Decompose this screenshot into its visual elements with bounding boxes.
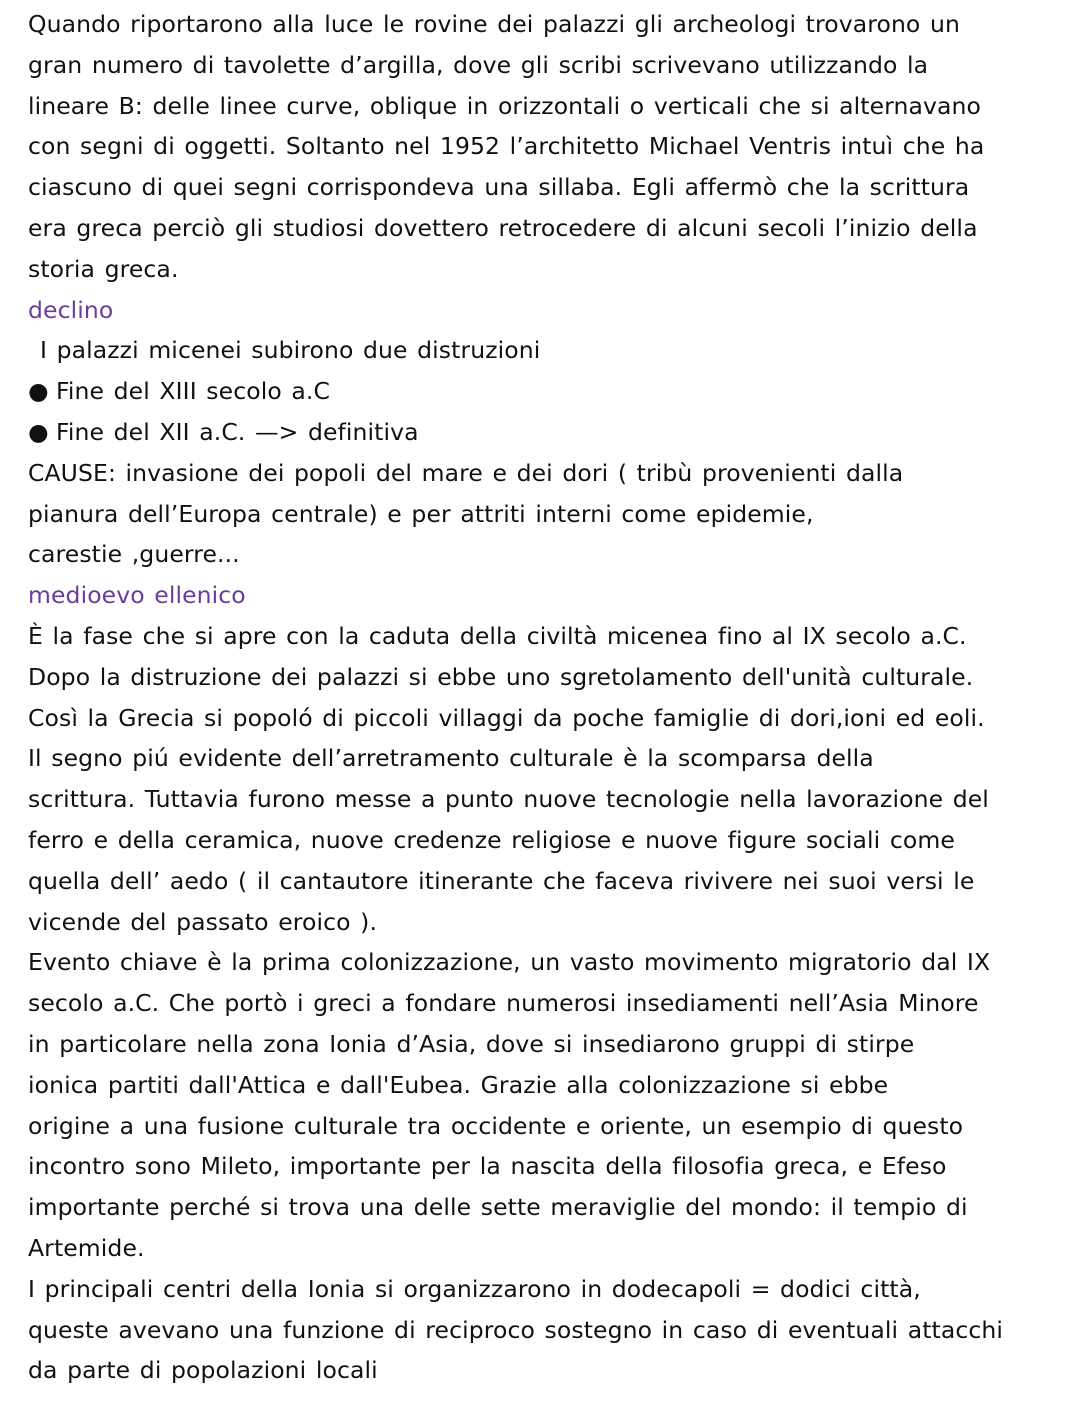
- text-line: storia greca.: [28, 254, 179, 283]
- text-line: da parte di popolazioni locali: [28, 1356, 378, 1385]
- text-line: queste avevano una funzione di reciproco sostegno in caso di eventuali attacchi: [28, 1315, 1003, 1344]
- text-line: ionica partiti dall'Attica e dall'Eubea. Grazie alla colonizzazione si ebbe: [28, 1070, 889, 1099]
- text-line: carestie ,guerre...: [28, 540, 240, 569]
- text-line: in particolare nella zona Ionia d’Asia, dove si insediarono gruppi di stirpe: [28, 1029, 915, 1058]
- text-line: origine a una fusione culturale tra occidente e oriente, un esempio di questo: [28, 1111, 964, 1140]
- text-line: importante perché si trova una delle sette meraviglie del mondo: il tempio di: [28, 1193, 968, 1222]
- bullet-list: [28, 371, 1058, 453]
- text-line: Quando riportarono alla luce le rovine dei palazzi gli archeologi trovarono un: [28, 10, 960, 38]
- text-line: incontro sono Mileto, importante per la nascita della filosofia greca, e Efeso: [28, 1152, 947, 1181]
- text-line: quella dell’ aedo ( il cantautore itinerante che faceva rivivere nei suoi versi le: [28, 866, 975, 895]
- list-item-text: Fine del XII a.C. —> definitiva: [56, 417, 419, 446]
- list-item: [28, 371, 1058, 412]
- text-line: Il segno piú evidente dell’arretramento culturale è la scomparsa della: [28, 744, 874, 773]
- text-line: Così la Grecia si popoló di piccoli villaggi da poche famiglie di dori,ioni ed eoli.: [28, 703, 985, 732]
- text-line: con segni di oggetti. Soltanto nel 1952 l’architetto Michael Ventris intuì che ha: [28, 132, 985, 161]
- text-line: ciascuno di quei segni corrispondeva una sillaba. Egli affermò che la scrittura: [28, 173, 970, 202]
- bullet-icon: ●: [28, 377, 49, 406]
- bullet-icon: ●: [28, 417, 49, 446]
- text-line: scrittura. Tuttavia furono messe a punto nuove tecnologie nella lavorazione del: [28, 785, 989, 814]
- section-declino: [28, 290, 1058, 576]
- text-line: I principali centri della Ionia si organizzarono in dodecapoli = dodici città,: [28, 1274, 921, 1303]
- text-line: Evento chiave è la prima colonizzazione, un vasto movimento migratorio dal IX: [28, 948, 991, 977]
- text-line: CAUSE: invasione dei popoli del mare e dei dori ( tribù provenienti dalla: [28, 458, 904, 487]
- section-heading: medioevo ellenico: [28, 581, 246, 610]
- section-medioevo-ellenico: [28, 575, 1058, 1391]
- list-item: [28, 412, 1058, 453]
- text-line: secolo a.C. Che portò i greci a fondare numerosi insediamenti nell’Asia Minore: [28, 989, 979, 1018]
- document-body: [28, 4, 1058, 1391]
- text-line: lineare B: delle linee curve, oblique in orizzontali o verticali che si alternavano: [28, 91, 981, 120]
- section-heading: declino: [28, 295, 114, 324]
- section-lead: I palazzi micenei subirono due distruzioni: [40, 336, 541, 365]
- text-line: È la fase che si apre con la caduta della civiltà micenea fino al IX secolo a.C.: [28, 621, 967, 650]
- text-line: ferro e della ceramica, nuove credenze religiose e nuove figure sociali come: [28, 825, 955, 854]
- text-line: pianura dell’Europa centrale) e per attriti interni come epidemie,: [28, 499, 814, 528]
- intro-paragraph: [28, 4, 1058, 290]
- text-line: Dopo la distruzione dei palazzi si ebbe uno sgretolamento dell'unità culturale.: [28, 662, 974, 691]
- text-line: era greca perciò gli studiosi dovettero retrocedere di alcuni secoli l’inizio della: [28, 213, 978, 242]
- text-line: gran numero di tavolette d’argilla, dove gli scribi scrivevano utilizzando la: [28, 50, 929, 79]
- text-line: vicende del passato eroico ).: [28, 907, 378, 936]
- list-item-text: Fine del XIII secolo a.C: [56, 377, 330, 406]
- text-line: Artemide.: [28, 1233, 145, 1262]
